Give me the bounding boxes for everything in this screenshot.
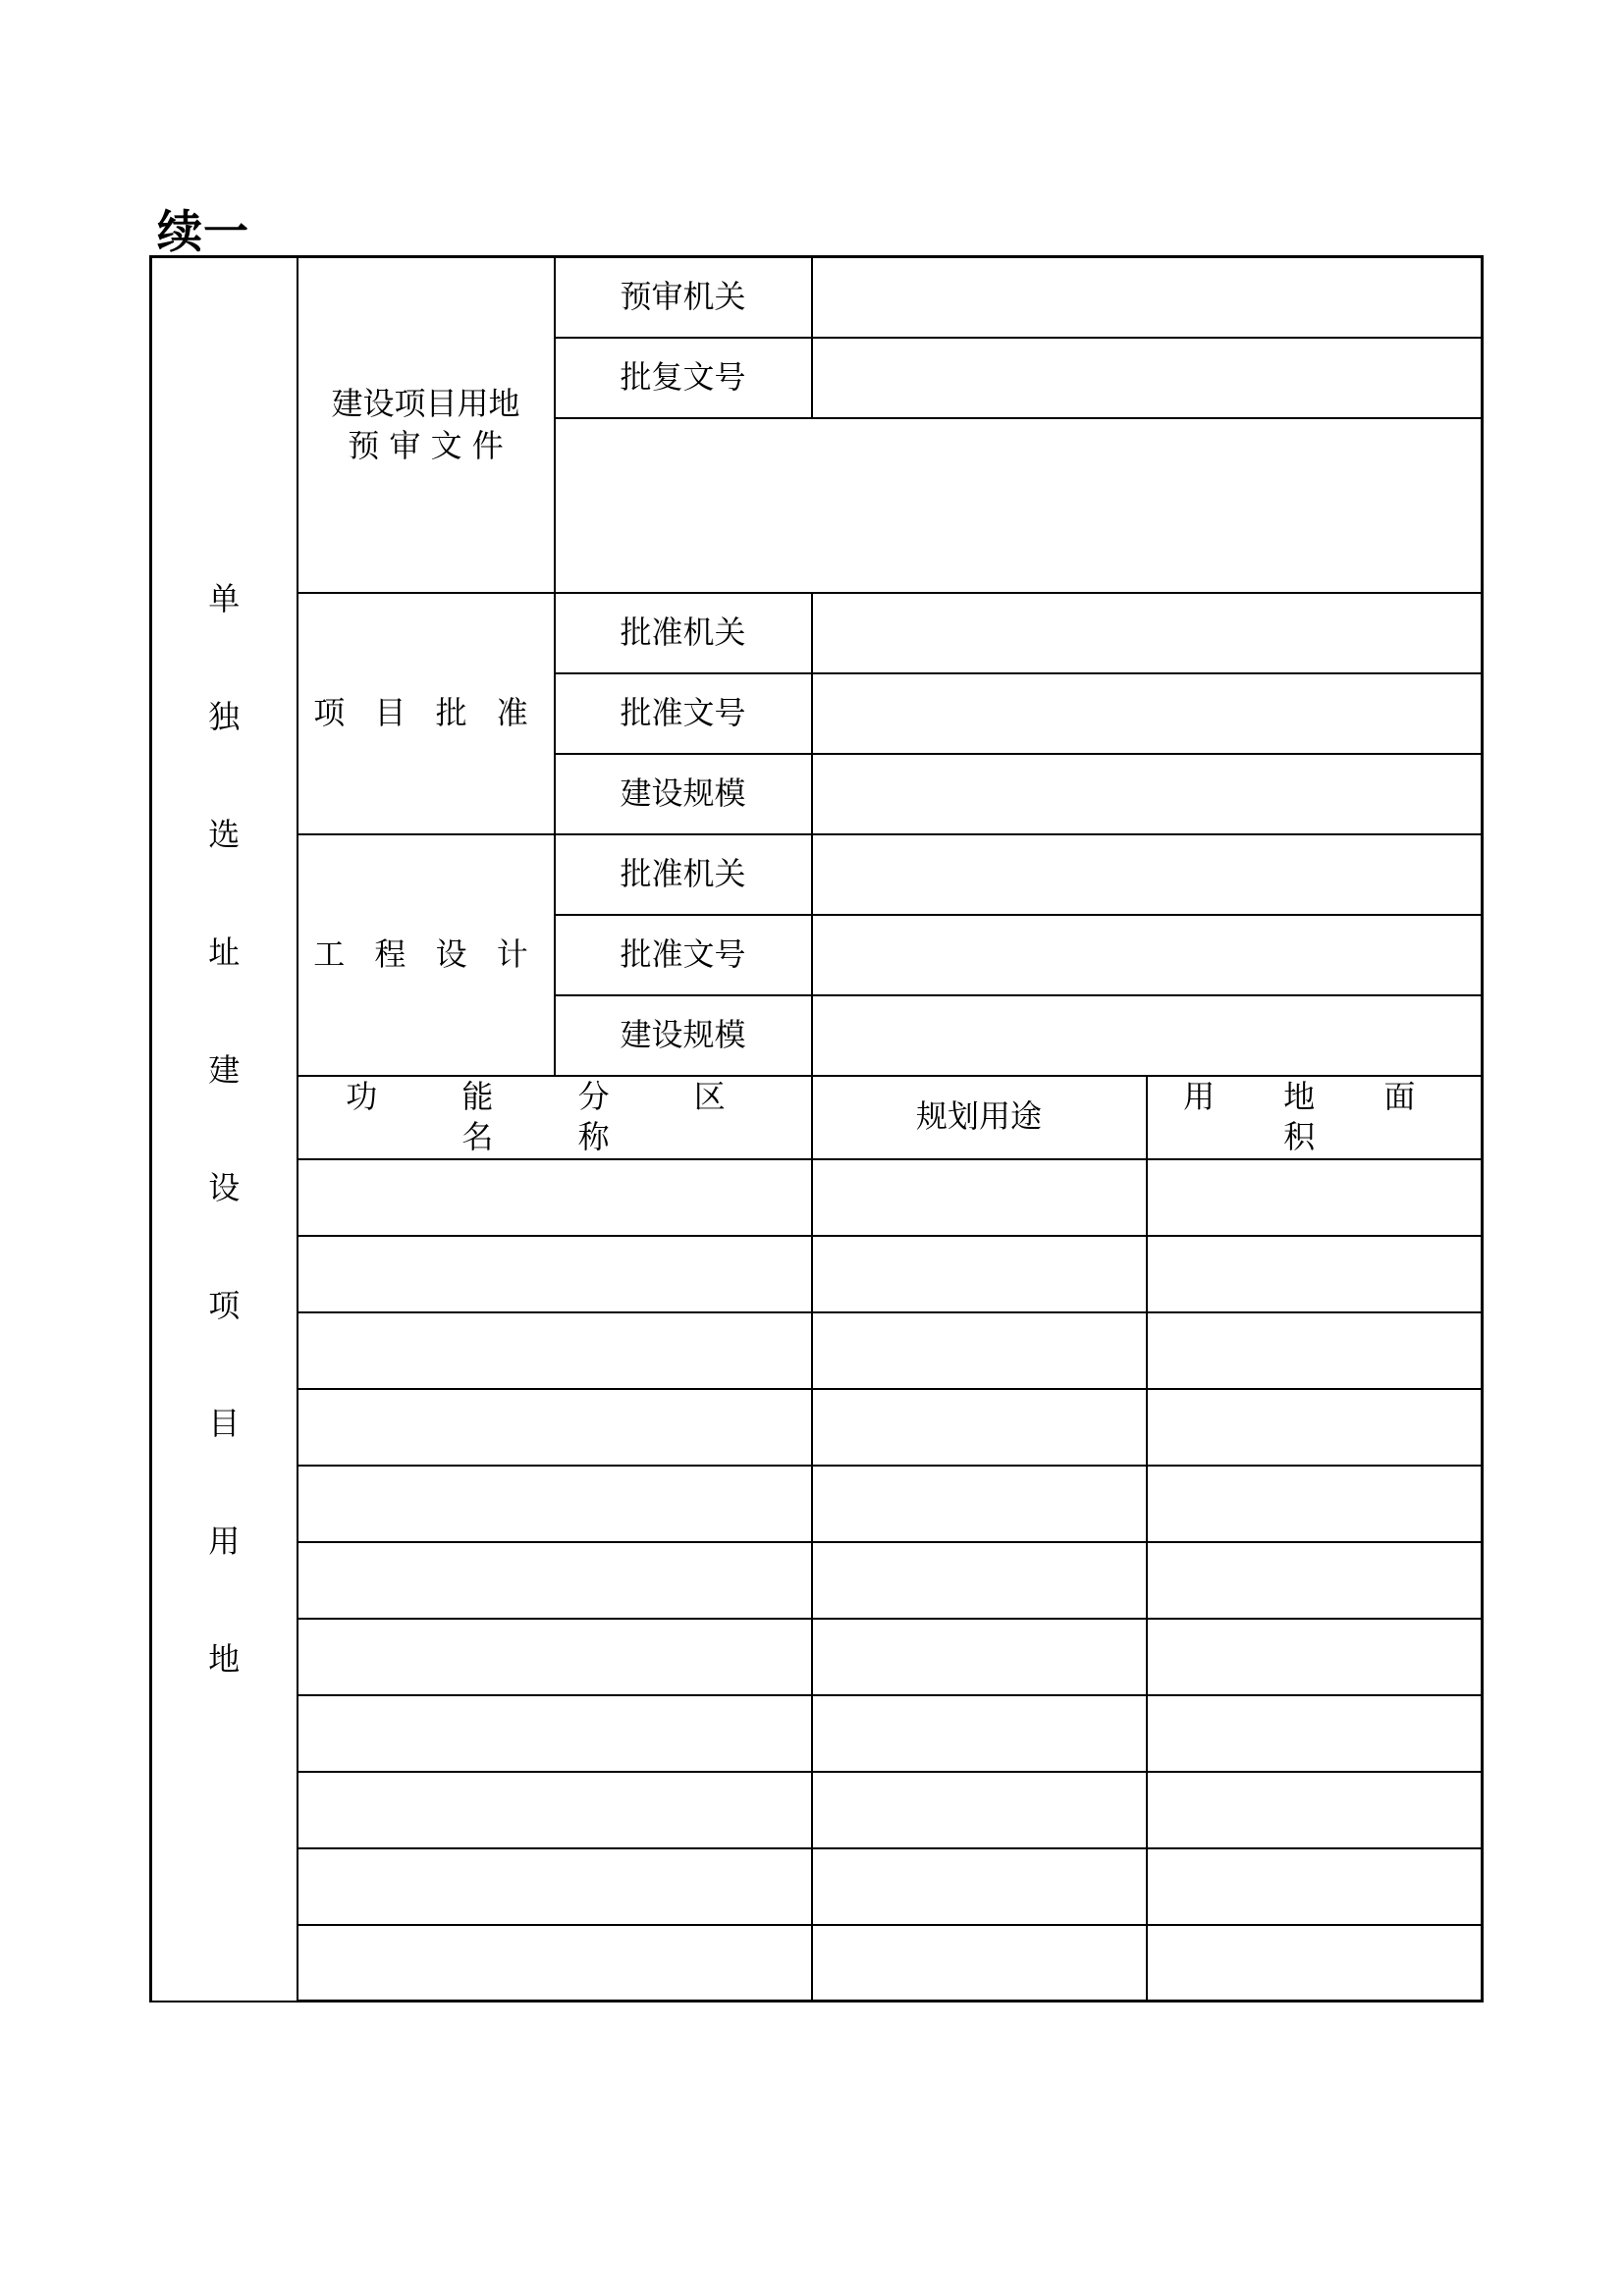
land-area-cell[interactable] <box>1147 1925 1483 2002</box>
zone-name-cell[interactable] <box>298 1695 812 1772</box>
zone-name-cell[interactable] <box>298 1159 812 1236</box>
zone-name-header: 功 能 分 区 名 称 <box>298 1076 812 1159</box>
planned-use-cell[interactable] <box>812 1772 1147 1848</box>
side-label-char: 项 <box>208 1287 241 1325</box>
table-row <box>151 1848 1483 1925</box>
design-scale-field[interactable] <box>812 995 1483 1076</box>
approval-doc-number-field[interactable] <box>812 673 1483 754</box>
design-doc-number-field[interactable] <box>812 915 1483 995</box>
pre-review-label-line1: 建设项目用地 <box>331 384 520 422</box>
design-doc-number-label: 批准文号 <box>555 915 812 995</box>
pre-review-doc-number-field[interactable] <box>812 338 1483 418</box>
approval-doc-number-label: 批准文号 <box>555 673 812 754</box>
land-area-cell[interactable] <box>1147 1695 1483 1772</box>
table-row <box>151 1695 1483 1772</box>
design-authority-field[interactable] <box>812 834 1483 915</box>
table-row <box>151 1772 1483 1848</box>
side-label-char: 选 <box>208 816 241 854</box>
side-label-char: 地 <box>208 1640 241 1679</box>
engineering-design-section-label: 工 程 设 计 <box>298 834 555 1076</box>
zone-name-cell[interactable] <box>298 1772 812 1848</box>
table-row <box>151 1236 1483 1312</box>
zone-name-cell[interactable] <box>298 1848 812 1925</box>
side-label-cell <box>151 257 298 2002</box>
zone-name-cell[interactable] <box>298 1542 812 1619</box>
approval-authority-label: 批准机关 <box>555 593 812 673</box>
pre-review-authority-label: 预审机关 <box>555 257 812 338</box>
table-row <box>151 1466 1483 1542</box>
approval-scale-field[interactable] <box>812 754 1483 834</box>
land-area-cell[interactable] <box>1147 1312 1483 1389</box>
planned-use-cell[interactable] <box>812 1848 1147 1925</box>
table-row <box>151 1619 1483 1695</box>
zone-name-cell[interactable] <box>298 1466 812 1542</box>
zone-table-header-row <box>151 1076 1483 1159</box>
pre-review-label-line2: 预 审 文 件 <box>348 426 504 464</box>
land-area-cell[interactable] <box>1147 1466 1483 1542</box>
design-authority-row <box>151 834 1483 915</box>
table-row <box>151 1159 1483 1236</box>
zone-name-cell[interactable] <box>298 1925 812 2002</box>
planned-use-cell[interactable] <box>812 1312 1147 1389</box>
land-area-cell[interactable] <box>1147 1772 1483 1848</box>
zone-name-cell[interactable] <box>298 1389 812 1466</box>
side-label-char: 用 <box>208 1522 241 1561</box>
pre-review-section-label <box>298 257 555 593</box>
planned-use-cell[interactable] <box>812 1619 1147 1695</box>
zone-name-cell[interactable] <box>298 1312 812 1389</box>
land-area-cell[interactable] <box>1147 1619 1483 1695</box>
pre-review-notes-field[interactable] <box>555 418 1483 593</box>
pre-review-authority-field[interactable] <box>812 257 1483 338</box>
planned-use-cell[interactable] <box>812 1466 1147 1542</box>
side-label <box>152 258 297 2001</box>
planned-use-cell[interactable] <box>812 1695 1147 1772</box>
side-label-char: 独 <box>208 698 241 736</box>
land-area-cell[interactable] <box>1147 1236 1483 1312</box>
table-row <box>151 1925 1483 2002</box>
design-scale-label: 建设规模 <box>555 995 812 1076</box>
side-label-char: 址 <box>208 934 241 972</box>
pre-review-authority-row <box>151 257 1483 338</box>
land-area-header: 用 地 面 积 <box>1147 1076 1483 1159</box>
zone-name-cell[interactable] <box>298 1236 812 1312</box>
land-use-form-table <box>149 255 1484 2002</box>
planned-use-cell[interactable] <box>812 1389 1147 1466</box>
side-label-char: 设 <box>208 1169 241 1207</box>
approval-authority-field[interactable] <box>812 593 1483 673</box>
project-approval-section-label: 项 目 批 准 <box>298 593 555 834</box>
planned-use-header: 规划用途 <box>812 1076 1147 1159</box>
table-row <box>151 1312 1483 1389</box>
land-area-cell[interactable] <box>1147 1389 1483 1466</box>
planned-use-cell[interactable] <box>812 1236 1147 1312</box>
zone-name-cell[interactable] <box>298 1619 812 1695</box>
side-label-char: 建 <box>208 1051 241 1090</box>
table-row <box>151 1389 1483 1466</box>
table-row <box>151 1542 1483 1619</box>
approval-scale-label: 建设规模 <box>555 754 812 834</box>
planned-use-cell[interactable] <box>812 1159 1147 1236</box>
land-area-cell[interactable] <box>1147 1542 1483 1619</box>
side-label-char: 目 <box>208 1405 241 1443</box>
side-label-char: 单 <box>208 580 241 618</box>
planned-use-cell[interactable] <box>812 1925 1147 2002</box>
land-area-cell[interactable] <box>1147 1848 1483 1925</box>
planned-use-cell[interactable] <box>812 1542 1147 1619</box>
page-heading: 续一 <box>157 205 249 258</box>
design-authority-label: 批准机关 <box>555 834 812 915</box>
pre-review-doc-number-label: 批复文号 <box>555 338 812 418</box>
approval-authority-row <box>151 593 1483 673</box>
land-area-cell[interactable] <box>1147 1159 1483 1236</box>
